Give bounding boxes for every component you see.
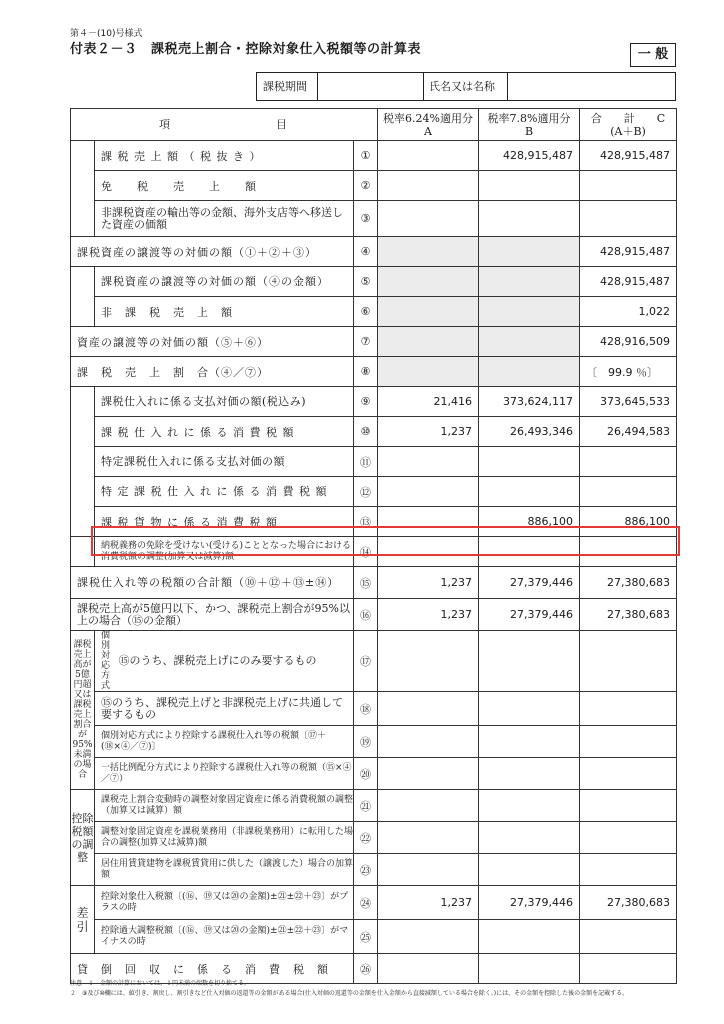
table-row bbox=[71, 726, 677, 758]
cell-b[interactable] bbox=[479, 201, 580, 237]
table-row bbox=[71, 477, 677, 507]
row-label: 居住用賃貸建物を課税賃貸用に供した（譲渡した）場合の加算額 bbox=[95, 854, 354, 886]
cell-c[interactable] bbox=[580, 447, 677, 477]
cell-b[interactable] bbox=[479, 631, 580, 692]
row-label: 資産の譲渡等の対価の額（⑤＋⑥） bbox=[71, 327, 354, 357]
cell-b[interactable] bbox=[479, 954, 580, 984]
table-row bbox=[71, 567, 677, 599]
row-number: ① bbox=[354, 141, 378, 171]
cell-a[interactable] bbox=[378, 822, 479, 854]
cell-b[interactable] bbox=[479, 171, 580, 201]
cell-c[interactable]: 27,380,683 bbox=[580, 599, 677, 631]
row-label: 非課税資産の輸出等の金額、海外支店等へ移送した資産の価額 bbox=[95, 201, 354, 237]
table-row bbox=[71, 417, 677, 447]
cell-a bbox=[378, 327, 479, 357]
row-number: ⑥ bbox=[354, 297, 378, 327]
cell-c[interactable] bbox=[580, 726, 677, 758]
cell-c[interactable] bbox=[580, 171, 677, 201]
cell-a bbox=[378, 237, 479, 267]
period-label: 課税期間 bbox=[263, 80, 307, 93]
cell-c[interactable] bbox=[580, 201, 677, 237]
cell-c[interactable] bbox=[580, 631, 677, 692]
row-label: 個別対応方式により控除する課税仕入れ等の税額〔⑰＋(⑱×④／⑦)〕 bbox=[95, 726, 354, 758]
cell-c[interactable]: 428,915,487 bbox=[580, 141, 677, 171]
row-label: 一括比例配分方式により控除する課税仕入れ等の税額（⑮×④／⑦） bbox=[95, 758, 354, 790]
side-label-kobetsu: 個別対応方式 bbox=[101, 631, 111, 691]
cell-a[interactable] bbox=[378, 141, 479, 171]
cell-c[interactable] bbox=[580, 477, 677, 507]
row-number: ㉒ bbox=[354, 822, 378, 854]
row-number: ㉔ bbox=[354, 886, 378, 920]
cell-b[interactable]: 27,379,446 bbox=[479, 567, 580, 599]
row-number: ② bbox=[354, 171, 378, 201]
table-row bbox=[71, 201, 677, 237]
cell-c[interactable] bbox=[580, 758, 677, 790]
row-number: ⑲ bbox=[354, 726, 378, 758]
row-number: ⑪ bbox=[354, 447, 378, 477]
side-label-adjustment: 控除税額の調整 bbox=[71, 790, 95, 886]
cell-c[interactable]: 〔 99.9 ％〕 bbox=[580, 357, 677, 387]
row-number: ⑱ bbox=[354, 692, 378, 726]
cell-b bbox=[479, 297, 580, 327]
row-label: ⑮のうち、課税売上げと非課税売上げに共通して要するもの bbox=[95, 692, 354, 726]
cell-b[interactable]: 373,624,117 bbox=[479, 387, 580, 417]
row-label: 貸 倒 回 収 に 係 る 消 費 税 額 bbox=[71, 954, 354, 984]
row-label: 課税資産の譲渡等の対価の額（④の金額） bbox=[95, 267, 354, 297]
table-row bbox=[71, 297, 677, 327]
highlight-box-row-13 bbox=[91, 526, 680, 556]
cell-b[interactable] bbox=[479, 447, 580, 477]
col-b-header: 税率7.8%適用分 B bbox=[479, 109, 580, 141]
cell-a[interactable] bbox=[378, 171, 479, 201]
cell-a[interactable] bbox=[378, 201, 479, 237]
row-number: ⑦ bbox=[354, 327, 378, 357]
cell-a[interactable]: 1,237 bbox=[378, 886, 479, 920]
col-item-header: 項 目 bbox=[71, 109, 378, 141]
row-label: 個別対応方式 ⑮のうち、課税売上げにのみ要するもの bbox=[95, 631, 354, 692]
row-label: 特定課税仕入れに係る支払対価の額 bbox=[95, 447, 354, 477]
cell-c[interactable]: 428,916,509 bbox=[580, 327, 677, 357]
side-label-difference: 差 引 bbox=[71, 886, 95, 954]
col-a-header: 税率6.24%適用分 A bbox=[378, 109, 479, 141]
cell-a bbox=[378, 297, 479, 327]
cell-b[interactable] bbox=[479, 790, 580, 822]
cell-b[interactable] bbox=[479, 854, 580, 886]
row-label: 特 定 課 税 仕 入 れ に 係 る 消 費 税 額 bbox=[95, 477, 354, 507]
cell-b[interactable] bbox=[479, 822, 580, 854]
row-label: 課税資産の譲渡等の対価の額（①＋②＋③） bbox=[71, 237, 354, 267]
cell-a[interactable]: 21,416 bbox=[378, 387, 479, 417]
period-field[interactable] bbox=[321, 73, 421, 100]
form-number: 第４－(10)号様式 bbox=[70, 29, 143, 39]
cell-b[interactable] bbox=[479, 692, 580, 726]
cell-a[interactable]: 1,237 bbox=[378, 417, 479, 447]
cell-c[interactable]: 27,380,683 bbox=[580, 567, 677, 599]
table-row bbox=[71, 357, 677, 387]
row-label: 課 税 売 上 額 （ 税 抜 き ） bbox=[95, 141, 354, 171]
cell-c[interactable] bbox=[580, 822, 677, 854]
table-header-row bbox=[71, 109, 677, 141]
row-number: ⑤ bbox=[354, 267, 378, 297]
table-row bbox=[71, 758, 677, 790]
cell-b bbox=[479, 357, 580, 387]
note-1: 注意 １ 金額の計算においては、１円未満の端数を切り捨てる。 bbox=[70, 980, 251, 987]
row-number: ㉖ bbox=[354, 954, 378, 984]
cell-b[interactable] bbox=[479, 726, 580, 758]
cell-a[interactable] bbox=[378, 758, 479, 790]
row-number: ④ bbox=[354, 237, 378, 267]
cell-a[interactable] bbox=[378, 631, 479, 692]
cell-a[interactable] bbox=[378, 447, 479, 477]
cell-b[interactable] bbox=[479, 477, 580, 507]
row-number: ⑬ bbox=[354, 507, 378, 537]
row-number: ㉕ bbox=[354, 920, 378, 954]
table-row bbox=[71, 447, 677, 477]
row-label: 控除対象仕入税額〔(⑯、⑲又は⑳の金額)±㉑±㉒＋㉓〕がプラスの時 bbox=[95, 886, 354, 920]
cell-b[interactable]: 886,100 bbox=[479, 507, 580, 537]
row-number: ⑮ bbox=[354, 567, 378, 599]
row-label: 非 課 税 売 上 額 bbox=[95, 297, 354, 327]
cell-b[interactable]: 27,379,446 bbox=[479, 886, 580, 920]
row-label: 課税仕入れに係る支払対価の額(税込み) bbox=[95, 387, 354, 417]
row-label: 課税売上高が5億円以下、かつ、課税売上割合が95%以上の場合（⑮の金額） bbox=[71, 599, 354, 631]
table-row bbox=[71, 854, 677, 886]
table-row bbox=[71, 920, 677, 954]
side-label-large-sales: 課税売上高が5億円超又は課税売上割合が95%未満の場合 bbox=[71, 631, 95, 790]
table-row bbox=[71, 387, 677, 417]
cell-c[interactable] bbox=[580, 920, 677, 954]
cell-a bbox=[378, 357, 479, 387]
cell-a[interactable]: 1,237 bbox=[378, 599, 479, 631]
cell-c[interactable]: 26,494,583 bbox=[580, 417, 677, 447]
cell-c[interactable] bbox=[580, 790, 677, 822]
cell-b[interactable]: 27,379,446 bbox=[479, 599, 580, 631]
row-number: ㉓ bbox=[354, 854, 378, 886]
cell-c[interactable]: 27,380,683 bbox=[580, 886, 677, 920]
cell-b bbox=[479, 327, 580, 357]
row-label: 免 税 売 上 額 bbox=[95, 171, 354, 201]
table-row bbox=[71, 171, 677, 201]
row-label: 控除過大調整税額〔(⑯、⑲又は⑳の金額)±㉑±㉒＋㉓〕がマイナスの時 bbox=[95, 920, 354, 954]
cell-a[interactable] bbox=[378, 726, 479, 758]
row-label: 納税義務の免除を受けない(受ける)こととなった場合における消費税額の調整(加算又は減算)額 bbox=[95, 537, 354, 567]
note-2: ２ ⑨及び⑩欄には、値引き、割戻し、割引きなど仕入対価の返還等の金額がある場合(仕入対価の返還等の金額を仕入金額から直接減額している場合を除く。)には、その金額を控除した後の金額を記載する。 bbox=[70, 990, 629, 997]
table-row bbox=[71, 822, 677, 854]
table-row bbox=[71, 267, 677, 297]
cell-c[interactable]: 1,022 bbox=[580, 297, 677, 327]
row-number: ⑰ bbox=[354, 631, 378, 692]
cell-a[interactable] bbox=[378, 477, 479, 507]
page-title: 付表２－３ 課税売上割合・控除対象仕入税額等の計算表 bbox=[70, 42, 422, 57]
cell-c[interactable] bbox=[580, 854, 677, 886]
row-label: 課 税 貨 物 に 係 る 消 費 税 額 bbox=[95, 507, 354, 537]
row-label: 課税売上割合変動時の調整対象固定資産に係る消費税額の調整（加算又は減算）額 bbox=[95, 790, 354, 822]
table-row bbox=[71, 790, 677, 822]
cell-b bbox=[479, 267, 580, 297]
cell-a[interactable] bbox=[378, 954, 479, 984]
row-label: 課 税 売 上 割 合（④／⑦） bbox=[71, 357, 354, 387]
cell-c[interactable]: 428,915,487 bbox=[580, 237, 677, 267]
table-row bbox=[71, 599, 677, 631]
row-number: ⑩ bbox=[354, 417, 378, 447]
cell-a[interactable]: 1,237 bbox=[378, 567, 479, 599]
name-field[interactable] bbox=[511, 73, 671, 100]
cell-b[interactable]: 428,915,487 bbox=[479, 141, 580, 171]
table-row bbox=[71, 327, 677, 357]
row-number: ⑨ bbox=[354, 387, 378, 417]
name-label: 氏名又は名称 bbox=[429, 80, 495, 93]
row-number: ⑳ bbox=[354, 758, 378, 790]
cell-c[interactable] bbox=[580, 692, 677, 726]
header-box bbox=[256, 72, 676, 101]
cell-b bbox=[479, 237, 580, 267]
row-label: 調整対象固定資産を課税業務用（非課税業務用）に転用した場合の調整(加算又は減算)額 bbox=[95, 822, 354, 854]
cell-a[interactable] bbox=[378, 692, 479, 726]
cell-a[interactable] bbox=[378, 854, 479, 886]
cell-a bbox=[378, 267, 479, 297]
row-label: 課税仕入れ等の税額の合計額（⑩＋⑫＋⑬±⑭） bbox=[71, 567, 354, 599]
table-row bbox=[71, 886, 677, 920]
table-row bbox=[71, 237, 677, 267]
row-number: ㉑ bbox=[354, 790, 378, 822]
cell-a[interactable] bbox=[378, 920, 479, 954]
row-number: ⑫ bbox=[354, 477, 378, 507]
cell-a[interactable] bbox=[378, 790, 479, 822]
row-label: 課 税 仕 入 れ に 係 る 消 費 税 額 bbox=[95, 417, 354, 447]
row-number: ⑯ bbox=[354, 599, 378, 631]
cell-c[interactable]: 373,645,533 bbox=[580, 387, 677, 417]
cell-c[interactable]: 428,915,487 bbox=[580, 267, 677, 297]
cell-b[interactable] bbox=[479, 758, 580, 790]
cell-b[interactable] bbox=[479, 920, 580, 954]
table-row bbox=[71, 141, 677, 171]
col-c-header: 合 計 C (A＋B) bbox=[580, 109, 677, 141]
table-row bbox=[71, 631, 677, 692]
cell-c[interactable]: 886,100 bbox=[580, 507, 677, 537]
cell-c[interactable] bbox=[580, 954, 677, 984]
cell-b[interactable]: 26,493,346 bbox=[479, 417, 580, 447]
table-row bbox=[71, 692, 677, 726]
category-badge: 一 般 bbox=[630, 43, 676, 67]
row-number: ③ bbox=[354, 201, 378, 237]
row-number: ⑧ bbox=[354, 357, 378, 387]
row-number: ⑭ bbox=[354, 537, 378, 567]
